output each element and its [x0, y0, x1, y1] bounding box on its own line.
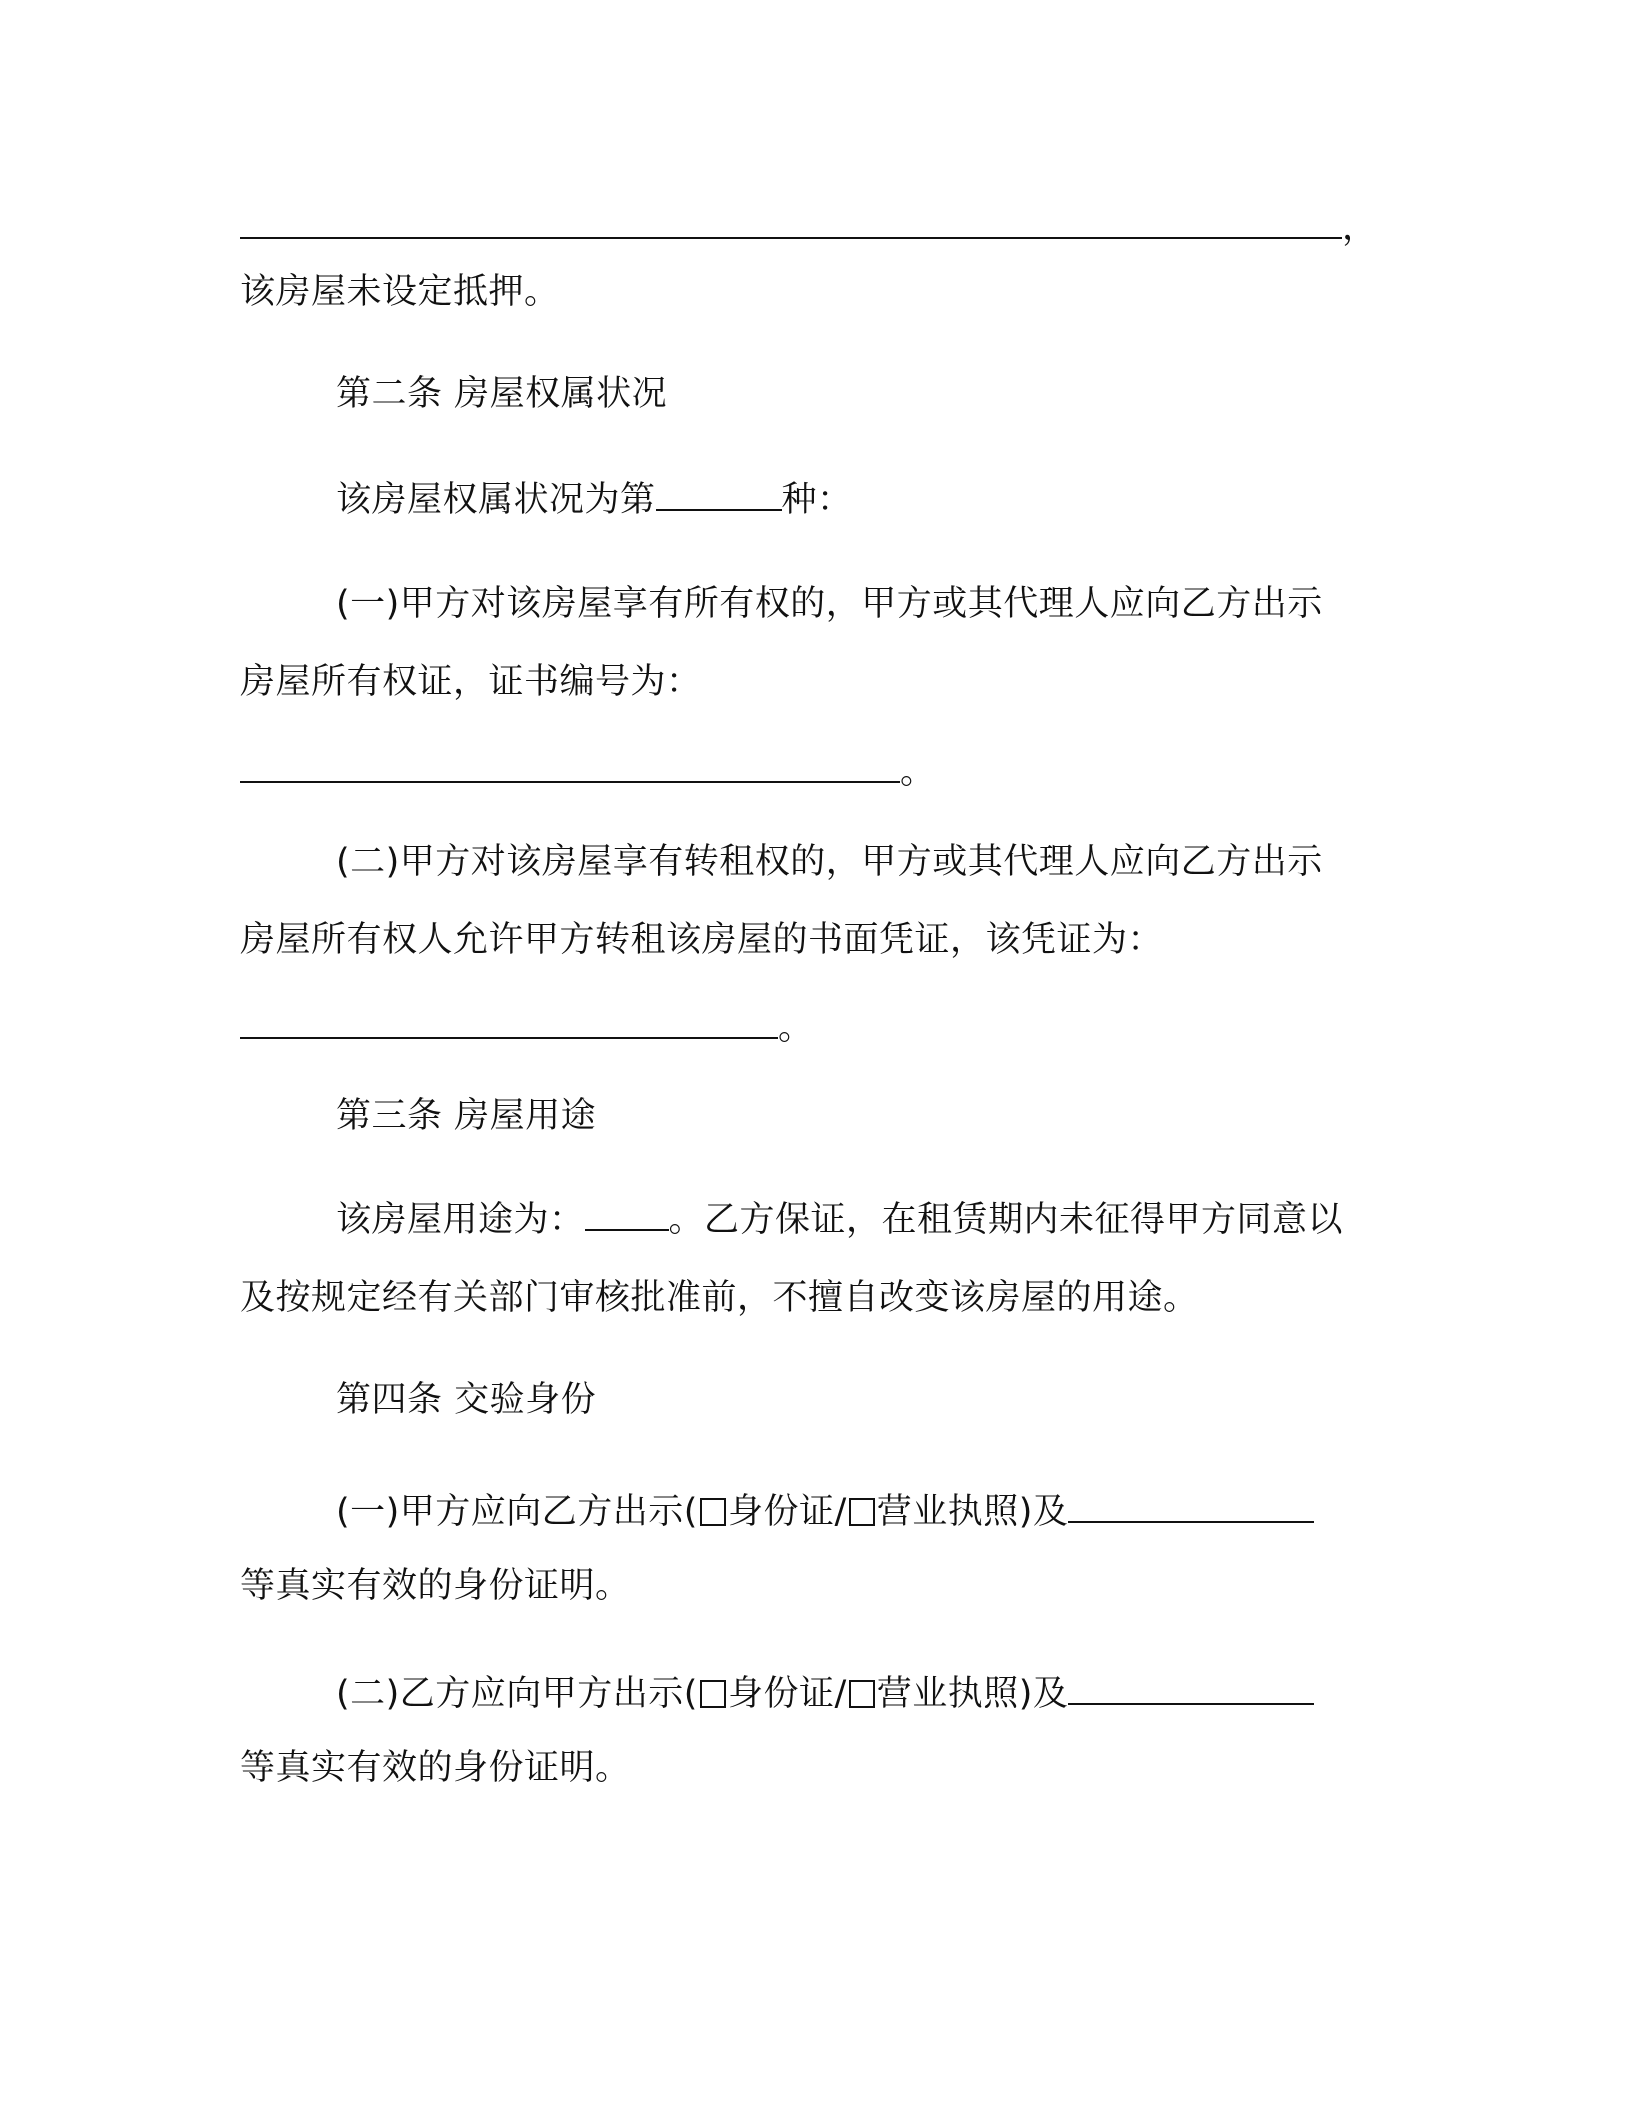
- item-text-c: 营业执照)及: [876, 1492, 1069, 1532]
- article-3-title: 第三条 房屋用途: [336, 1096, 597, 1136]
- article-2-item-1-line-2: 房屋所有权证，证书编号为：: [240, 662, 702, 702]
- comma: ，: [1342, 208, 1378, 248]
- fill-blank: [585, 1199, 669, 1231]
- article-4-title: 第四条 交验身份: [336, 1380, 597, 1420]
- blank-line-1: [240, 206, 1378, 250]
- id-card-checkbox[interactable]: [700, 1680, 726, 1708]
- business-license-checkbox[interactable]: [849, 1498, 875, 1526]
- article-2-item-1-blank: [240, 750, 936, 794]
- article-2-item-2-line-2: 房屋所有权人允许甲方转租该房屋的书面凭证，该凭证为：: [240, 920, 1164, 960]
- article-2-item-1-line-1: (一)甲方对该房屋享有所有权的，甲方或其代理人应向乙方出示: [336, 584, 1323, 624]
- article-2-title: 第二条 房屋权属状况: [336, 374, 668, 414]
- period: 。: [900, 752, 936, 792]
- article-4-item-2-line-1: [336, 1672, 1314, 1716]
- fill-blank: [240, 1007, 778, 1039]
- usage-label: 该房屋用途为：: [336, 1200, 585, 1240]
- no-mortgage-text: 该房屋未设定抵押。: [240, 272, 560, 312]
- article-2-intro: [336, 478, 853, 522]
- item-text-b: 身份证/: [727, 1492, 847, 1532]
- item-text-a: (一)甲方应向乙方出示(: [336, 1492, 698, 1532]
- fill-blank: [1068, 1491, 1314, 1523]
- id-card-checkbox[interactable]: [700, 1498, 726, 1526]
- article-4-item-2-line-2: 等真实有效的身份证明。: [240, 1748, 631, 1788]
- item-text-c: 营业执照)及: [876, 1674, 1069, 1714]
- article-3-line-2: 及按规定经有关部门审核批准前，不擅自改变该房屋的用途。: [240, 1278, 1199, 1318]
- item-text-a: (二)乙方应向甲方出示(: [336, 1674, 698, 1714]
- intro-text-a: 该房屋权属状况为第: [336, 480, 656, 520]
- article-2-item-2-line-1: (二)甲方对该房屋享有转租权的，甲方或其代理人应向乙方出示: [336, 842, 1323, 882]
- usage-text: 。乙方保证，在租赁期内未征得甲方同意以: [668, 1200, 1344, 1240]
- business-license-checkbox[interactable]: [849, 1680, 875, 1708]
- fill-blank: [240, 207, 1342, 239]
- article-2-item-2-blank: [240, 1006, 814, 1050]
- fill-blank: [1068, 1673, 1314, 1705]
- fill-blank: [240, 751, 900, 783]
- article-4-item-1-line-2: 等真实有效的身份证明。: [240, 1566, 631, 1606]
- period: 。: [778, 1008, 814, 1048]
- item-text-b: 身份证/: [727, 1674, 847, 1714]
- article-3-line-1: [336, 1198, 1343, 1242]
- article-4-item-1-line-1: [336, 1490, 1314, 1534]
- intro-text-b: 种：: [781, 480, 853, 520]
- fill-blank: [656, 479, 782, 511]
